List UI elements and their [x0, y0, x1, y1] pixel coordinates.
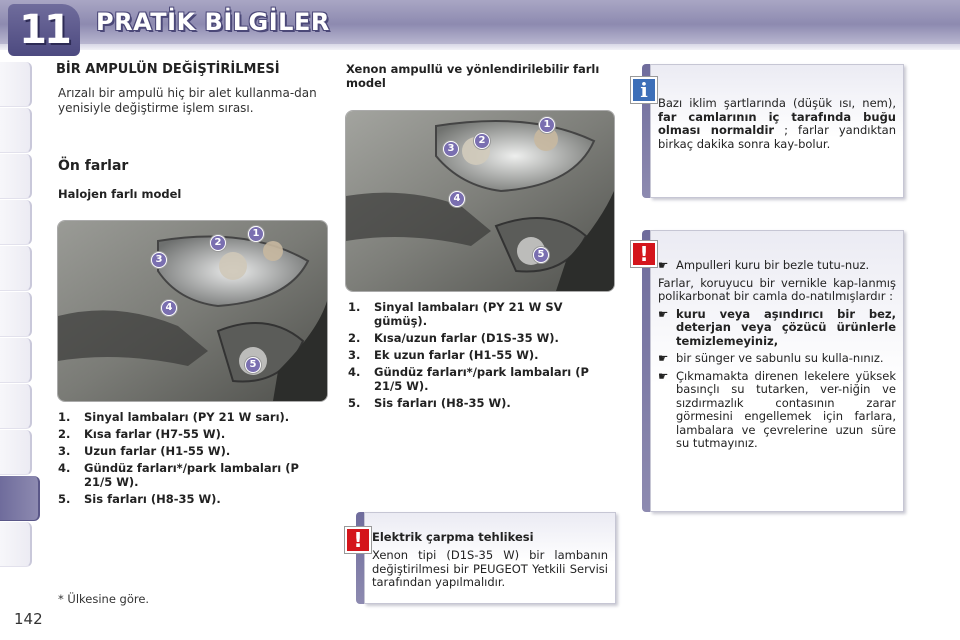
page-number: 142	[14, 610, 43, 628]
bulb-marker-2: 2	[474, 133, 490, 149]
chapter-tab[interactable]	[0, 108, 32, 153]
list-item: 2. Kısa farlar (H7-55 W).	[58, 427, 226, 441]
electric-shock-warning-box	[353, 512, 616, 604]
chapter-number: 11	[8, 4, 80, 56]
shock-text: Xenon tipi (D1S-35 W) bir lambanın değiştirilmesi bir PEUGEOT Yetkili Servisi tarafından yapılmalıdır.	[372, 548, 608, 589]
hand-pointer-icon: ☛	[658, 258, 669, 272]
chapter-title: PRATİK BİLGİLER	[96, 8, 330, 36]
chapter-tab[interactable]	[0, 430, 32, 475]
list-item: 4. Gündüz farları*/park lambaları (P 21/5 W).	[58, 461, 299, 489]
bulb-marker-5: 5	[533, 247, 549, 263]
chapter-tab[interactable]	[0, 62, 32, 107]
chapter-tab[interactable]	[0, 200, 32, 245]
bulb-marker-1: 1	[539, 117, 555, 133]
warning-icon: !	[631, 241, 657, 267]
halogen-headlamp-photo	[57, 220, 328, 402]
subsection-title: Ön farlar	[58, 158, 129, 174]
hand-pointer-icon: ☛	[658, 306, 669, 321]
footnote: * Ülkesine göre.	[58, 592, 150, 606]
warning-content	[658, 259, 896, 455]
page-header	[0, 0, 960, 54]
list-item: 5. Sis farları (H8-35 W).	[348, 396, 511, 410]
warning-icon: !	[345, 527, 371, 553]
info-text: Bazı iklim şartlarında (düşük ısı, nem), far camlarının iç tarafında buğu olması normaldir ; farlar yandıktan birkaç dakika sonra kay-bolur.	[658, 96, 896, 151]
bulb-marker-2: 2	[210, 235, 226, 251]
bullet-item: ☛ kuru veya aşındırıcı bir bez, deterjan veya çözücü ürünlerle temizlemeyiniz,	[658, 306, 896, 348]
xenon-title: Xenon ampullü ve yönlendirilebilir farlı model	[346, 62, 600, 90]
box-accent-edge	[356, 512, 364, 604]
info-icon: i	[631, 77, 657, 103]
bullet-item: ☛ Çıkmamakta direnen lekelere yüksek basınçlı su tutarken, ver-niğin ve sızdırmazlık contasının zarar görmesini engellemek için farlara, lambalara ve çevrelerine uzun süre su tutmayınız.	[658, 368, 896, 450]
chapter-tab[interactable]	[0, 154, 32, 199]
chapter-tab[interactable]	[0, 292, 32, 337]
section-title: BİR AMPULÜN DEĞİŞTİRİLMESİ	[56, 62, 280, 77]
list-item: 1. Sinyal lambaları (PY 21 W sarı).	[58, 410, 290, 424]
header-underline	[0, 44, 960, 50]
list-item: 2. Kısa/uzun farlar (D1S-35 W).	[348, 331, 559, 345]
chapter-tab[interactable]	[0, 246, 32, 291]
chapter-tab-active[interactable]	[0, 476, 40, 521]
xenon-bulb-list	[348, 300, 610, 413]
halogen-title: Halojen farlı model	[58, 187, 182, 201]
chapter-tab[interactable]	[0, 384, 32, 429]
list-item: 3. Ek uzun farlar (H1-55 W).	[348, 348, 539, 362]
box-accent-edge	[642, 230, 650, 512]
xenon-headlamp-photo	[345, 110, 615, 292]
chapter-tabs	[0, 62, 40, 582]
bulb-marker-1: 1	[248, 226, 264, 242]
halogen-bulb-list	[58, 410, 330, 509]
info-box	[640, 64, 904, 198]
list-item: 4. Gündüz farları*/park lambaları (P 21/5 W).	[348, 365, 589, 393]
shock-title: Elektrik çarpma tehlikesi	[372, 530, 534, 544]
chapter-tab[interactable]	[0, 338, 32, 383]
warning-paragraph: Farlar, koruyucu bir vernikle kap-lanmış polikarbonat bir camla do-natılmışlardır :	[658, 275, 896, 303]
bulb-marker-3: 3	[151, 252, 167, 268]
bulb-marker-4: 4	[161, 300, 177, 316]
hand-pointer-icon: ☛	[658, 368, 669, 383]
list-item: 1. Sinyal lambaları (PY 21 W SV gümüş).	[348, 300, 563, 328]
bullet-item: ☛ bir sünger ve sabunlu su kulla-nınız.	[658, 351, 884, 365]
chapter-tab[interactable]	[0, 522, 32, 567]
bulb-marker-5: 5	[245, 357, 261, 373]
section-intro: Arızalı bir ampulü hiç bir alet kullanma-dan yenisiyle değiştirme işlem sırası.	[58, 86, 317, 115]
list-item: 5. Sis farları (H8-35 W).	[58, 492, 221, 506]
list-item: 3. Uzun farlar (H1-55 W).	[58, 444, 231, 458]
bulb-marker-3: 3	[443, 141, 459, 157]
bulb-marker-4: 4	[449, 191, 465, 207]
bullet-item: ☛ Ampulleri kuru bir bezle tutu-nuz.	[658, 258, 870, 272]
hand-pointer-icon: ☛	[658, 351, 669, 365]
headlamp-care-warning-box	[639, 230, 904, 512]
